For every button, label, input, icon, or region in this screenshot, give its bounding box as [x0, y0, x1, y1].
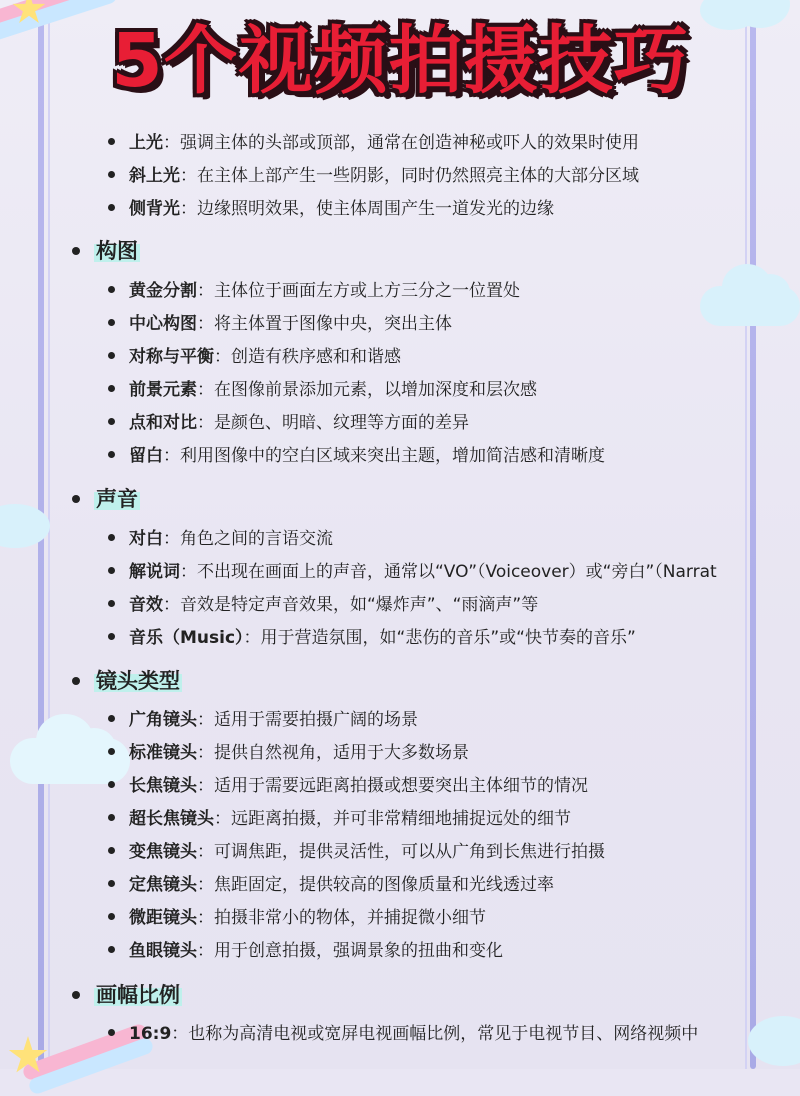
list-item: [108, 939, 750, 963]
item-separator: ：: [197, 941, 214, 961]
item-description: 主体位于画面左方或上方三分之一位置处: [214, 281, 520, 301]
bullet-icon: [72, 677, 80, 685]
item-separator: ：: [197, 908, 214, 928]
bullet-icon: [72, 247, 80, 255]
section-heading: [72, 666, 572, 696]
item-separator: ：: [197, 413, 214, 433]
item-term: 鱼眼镜头: [129, 941, 197, 961]
item-description: 角色之间的言语交流: [180, 529, 333, 549]
item-term: 斜上光: [129, 166, 180, 186]
item-description: 远距离拍摄，并可非常精细地捕捉远处的细节: [231, 809, 571, 829]
bullet-icon: [108, 204, 115, 211]
list-item: [108, 378, 750, 402]
item-term: 定焦镜头: [129, 875, 197, 895]
section-heading-label: 画幅比例: [96, 983, 180, 1007]
item-separator: ：: [197, 710, 214, 730]
section-heading: [72, 484, 572, 514]
list-item: [108, 626, 750, 650]
bullet-icon: [108, 913, 115, 920]
item-separator: ：: [171, 1024, 189, 1044]
list-item: [108, 873, 750, 897]
item-separator: ：: [180, 562, 197, 582]
item-separator: ：: [197, 281, 214, 301]
item-description: 音效是特定声音效果，如“爆炸声”、“雨滴声”等: [180, 595, 539, 615]
item-description: 可调焦距，提供灵活性，可以从广角到长焦进行拍摄: [214, 842, 605, 862]
list-item: [108, 345, 750, 369]
item-term: 前景元素: [129, 380, 197, 400]
item-description: 不出现在画面上的声音，通常以“VO”（Voiceover）或“旁白”（Narrat: [197, 562, 717, 582]
item-separator: ：: [163, 595, 180, 615]
item-separator: ：: [163, 133, 180, 153]
item-term: 音乐（Music）: [129, 628, 244, 648]
item-description: 在图像前景添加元素，以增加深度和层次感: [214, 380, 537, 400]
bullet-icon: [108, 352, 115, 359]
list-item: [108, 164, 750, 188]
item-term: 侧背光: [129, 199, 180, 219]
bullet-icon: [72, 495, 80, 503]
item-description: 拍摄非常小的物体，并捕捉微小细节: [214, 908, 486, 928]
bullet-icon: [108, 600, 115, 607]
item-separator: ：: [163, 529, 180, 549]
item-separator: ：: [197, 743, 214, 763]
bullet-icon: [108, 814, 115, 821]
item-term: 16:9: [129, 1024, 172, 1044]
list-item: [108, 444, 750, 468]
bullet-icon: [108, 138, 115, 145]
item-description: 用于创意拍摄，强调景象的扭曲和变化: [214, 941, 503, 961]
bullet-icon: [108, 748, 115, 755]
item-term: 解说词: [129, 562, 180, 582]
list-item: [108, 1022, 750, 1046]
bullet-icon: [108, 286, 115, 293]
list-item: [108, 840, 750, 864]
section-heading: [72, 980, 572, 1010]
bullet-icon: [108, 1029, 115, 1036]
bullet-icon: [108, 567, 115, 574]
item-description: 利用图像中的空白区域来突出主题，增加简洁感和清晰度: [180, 446, 605, 466]
item-term: 标准镜头: [129, 743, 197, 763]
list-item: [108, 312, 750, 336]
bullet-icon: [108, 418, 115, 425]
item-term: 中心构图: [129, 314, 197, 334]
list-item: [108, 131, 750, 155]
bullet-icon: [108, 385, 115, 392]
item-separator: ：: [214, 347, 231, 367]
item-term: 微距镜头: [129, 908, 197, 928]
list-item: [108, 906, 750, 930]
list-item: [108, 560, 750, 584]
bullet-icon: [108, 847, 115, 854]
item-separator: ：: [197, 875, 214, 895]
item-description: 适用于需要远距离拍摄或想要突出主体细节的情况: [214, 776, 588, 796]
list-item: [108, 411, 750, 435]
list-item: [108, 279, 750, 303]
item-description: 提供自然视角，适用于大多数场景: [214, 743, 469, 763]
list-item: [108, 774, 750, 798]
list-item: [108, 593, 750, 617]
item-separator: ：: [214, 809, 231, 829]
bullet-icon: [108, 633, 115, 640]
bullet-icon: [108, 946, 115, 953]
list-item: [108, 197, 750, 221]
item-description: 在主体上部产生一些阴影，同时仍然照亮主体的大部分区域: [197, 166, 639, 186]
item-description: 用于营造氛围，如“悲伤的音乐”或“快节奏的音乐”: [260, 628, 636, 648]
item-term: 对白: [129, 529, 163, 549]
item-term: 上光: [129, 133, 163, 153]
item-separator: ：: [197, 776, 214, 796]
list-item: [108, 741, 750, 765]
item-term: 点和对比: [129, 413, 197, 433]
item-description: 是颜色、明暗、纹理等方面的差异: [214, 413, 469, 433]
item-separator: ：: [180, 166, 197, 186]
item-description: 创造有秩序感和和谐感: [231, 347, 401, 367]
item-separator: ：: [197, 842, 214, 862]
item-description: 将主体置于图像中央，突出主体: [214, 314, 452, 334]
item-term: 超长焦镜头: [129, 809, 214, 829]
item-description: 强调主体的头部或顶部，通常在创造神秘或吓人的效果时使用: [180, 133, 639, 153]
item-separator: ：: [197, 314, 214, 334]
bullet-icon: [108, 451, 115, 458]
bullet-icon: [108, 781, 115, 788]
list-item: [108, 807, 750, 831]
section-heading-label: 构图: [96, 239, 138, 263]
page-title: 5个视频拍摄技巧: [111, 18, 689, 104]
bullet-icon: [72, 991, 80, 999]
list-item: [108, 527, 750, 551]
item-description: 焦距固定，提供较高的图像质量和光线透过率: [214, 875, 554, 895]
item-term: 留白: [129, 446, 163, 466]
item-term: 对称与平衡: [129, 347, 214, 367]
bullet-icon: [108, 171, 115, 178]
item-term: 黄金分割: [129, 281, 197, 301]
bullet-icon: [108, 880, 115, 887]
item-separator: ：: [197, 380, 214, 400]
section-heading: [72, 236, 572, 266]
section-heading-label: 镜头类型: [96, 669, 180, 693]
bullet-icon: [108, 715, 115, 722]
item-term: 变焦镜头: [129, 842, 197, 862]
list-item: [108, 708, 750, 732]
item-separator: ：: [163, 446, 180, 466]
item-description: 适用于需要拍摄广阔的场景: [214, 710, 418, 730]
item-term: 长焦镜头: [129, 776, 197, 796]
bullet-icon: [108, 534, 115, 541]
bullet-icon: [108, 319, 115, 326]
item-separator: ：: [243, 628, 261, 648]
section-heading-label: 声音: [96, 487, 138, 511]
item-description: 边缘照明效果，使主体周围产生一道发光的边缘: [197, 199, 554, 219]
item-term: 音效: [129, 595, 163, 615]
item-separator: ：: [180, 199, 197, 219]
item-description: 也称为高清电视或宽屏电视画幅比例，常见于电视节目、网络视频中: [188, 1024, 699, 1044]
item-term: 广角镜头: [129, 710, 197, 730]
